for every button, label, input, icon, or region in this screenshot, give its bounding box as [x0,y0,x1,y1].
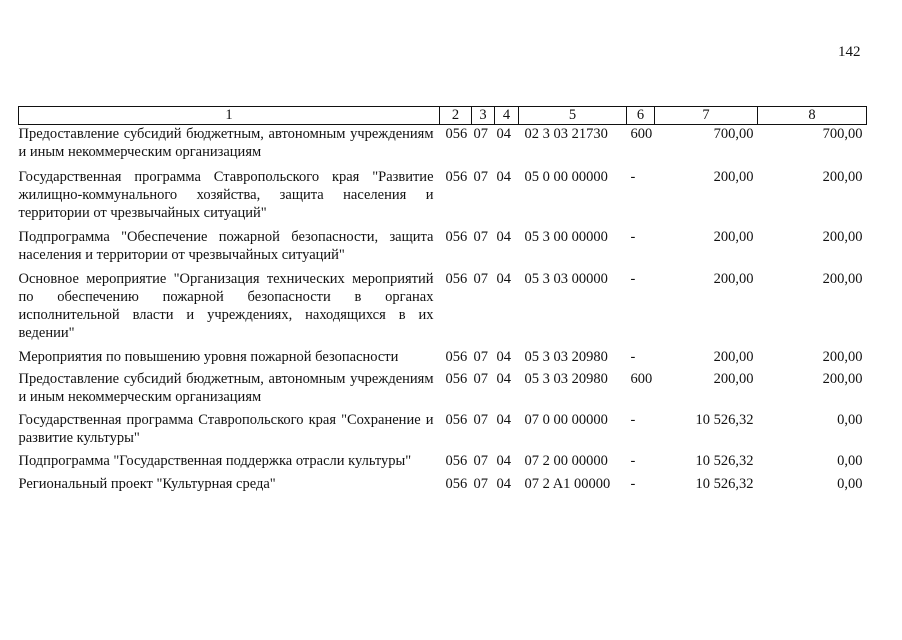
sum-col-8: 200,00 [822,349,863,365]
row-name: Предоставление субсидий бюджетным, автономным учреждениям и иным некоммерческим организациям [18,371,434,405]
article-code: 05 3 03 20980 [524,371,608,387]
row-name: Государственная программа Ставропольского края "Сохранение и развитие культуры" [18,412,434,446]
ministry-code: 056 [445,412,468,428]
column-header: 3 [472,107,495,125]
column-header: 1 [19,107,440,125]
section-code: 07 [473,229,488,245]
section-code: 07 [473,453,488,469]
sum-col-8: 0,00 [837,412,863,428]
ministry-code: 056 [445,453,468,469]
expense-type-code: 600 [630,371,653,387]
sum-col-7: 10 526,32 [695,412,754,428]
table-row [19,411,867,452]
column-header: 2 [440,107,472,125]
section-code: 07 [473,476,488,492]
subsection-code: 04 [496,169,511,185]
expense-type-code: - [630,453,636,469]
article-code: 07 2 A1 00000 [524,476,611,492]
subsection-code: 04 [496,271,511,287]
article-code: 02 3 03 21730 [524,126,608,142]
column-header: 8 [758,107,867,125]
sum-col-7: 10 526,32 [695,476,754,492]
section-code: 07 [473,271,488,287]
subsection-code: 04 [496,453,511,469]
ministry-code: 056 [445,229,468,245]
table-row [19,168,867,228]
subsection-code: 04 [496,349,511,365]
article-code: 05 3 03 00000 [524,271,608,287]
section-code: 07 [473,349,488,365]
expense-type-code: 600 [630,126,653,142]
expense-type-code: - [630,229,636,245]
article-code: 07 0 00 00000 [524,412,608,428]
expense-type-code: - [630,169,636,185]
ministry-code: 056 [445,126,468,142]
row-name: Подпрограмма "Обеспечение пожарной безопасности, защита населения и территории от чрезвычайных ситуаций" [18,229,434,263]
sum-col-7: 700,00 [713,126,754,142]
sum-col-8: 0,00 [837,453,863,469]
row-name: Подпрограмма "Государственная поддержка отрасли культуры" [18,453,412,469]
sum-col-8: 700,00 [822,126,863,142]
sum-col-8: 200,00 [822,229,863,245]
subsection-code: 04 [496,476,511,492]
subsection-code: 04 [496,229,511,245]
row-name: Предоставление субсидий бюджетным, автономным учреждениям и иным некоммерческим организациям [18,126,434,160]
table-row [19,452,867,475]
expense-type-code: - [630,271,636,287]
sum-col-7: 200,00 [713,169,754,185]
subsection-code: 04 [496,412,511,428]
section-code: 07 [473,169,488,185]
ministry-code: 056 [445,476,468,492]
column-header: 4 [495,107,519,125]
table-row [19,228,867,270]
ministry-code: 056 [445,371,468,387]
article-code: 05 3 03 20980 [524,349,608,365]
row-name: Основное мероприятие "Организация технических мероприятий по обеспечению пожарной безопасности в органах исполнительной власти и учреждениях, находящихся в их ведении" [18,271,434,341]
row-name: Мероприятия по повышению уровня пожарной безопасности [18,349,399,365]
sum-col-7: 200,00 [713,349,754,365]
subsection-code: 04 [496,126,511,142]
section-code: 07 [473,126,488,142]
ministry-code: 056 [445,349,468,365]
section-code: 07 [473,412,488,428]
article-code: 05 3 00 00000 [524,229,608,245]
table-header-row [19,107,867,125]
column-header: 7 [655,107,758,125]
table-row [19,125,867,169]
ministry-code: 056 [445,271,468,287]
expense-type-code: - [630,349,636,365]
expense-type-code: - [630,476,636,492]
article-code: 05 0 00 00000 [524,169,608,185]
row-name: Государственная программа Ставропольского края "Развитие жилищно-коммунального хозяйства, защита населения и территории от чрезвычайных ситуаций" [18,169,434,221]
table-row [19,370,867,411]
table-row [19,475,867,493]
table-row [19,348,867,370]
expense-type-code: - [630,412,636,428]
sum-col-8: 200,00 [822,271,863,287]
column-header: 6 [627,107,655,125]
subsection-code: 04 [496,371,511,387]
page-number: 142 [838,44,861,60]
sum-col-8: 200,00 [822,169,863,185]
article-code: 07 2 00 00000 [524,453,608,469]
table-row [19,270,867,348]
budget-table [18,106,867,493]
row-name: Региональный проект "Культурная среда" [18,476,276,492]
ministry-code: 056 [445,169,468,185]
section-code: 07 [473,371,488,387]
sum-col-7: 200,00 [713,271,754,287]
sum-col-7: 10 526,32 [695,453,754,469]
sum-col-8: 0,00 [837,476,863,492]
sum-col-7: 200,00 [713,229,754,245]
sum-col-7: 200,00 [713,371,754,387]
sum-col-8: 200,00 [822,371,863,387]
column-header: 5 [519,107,627,125]
